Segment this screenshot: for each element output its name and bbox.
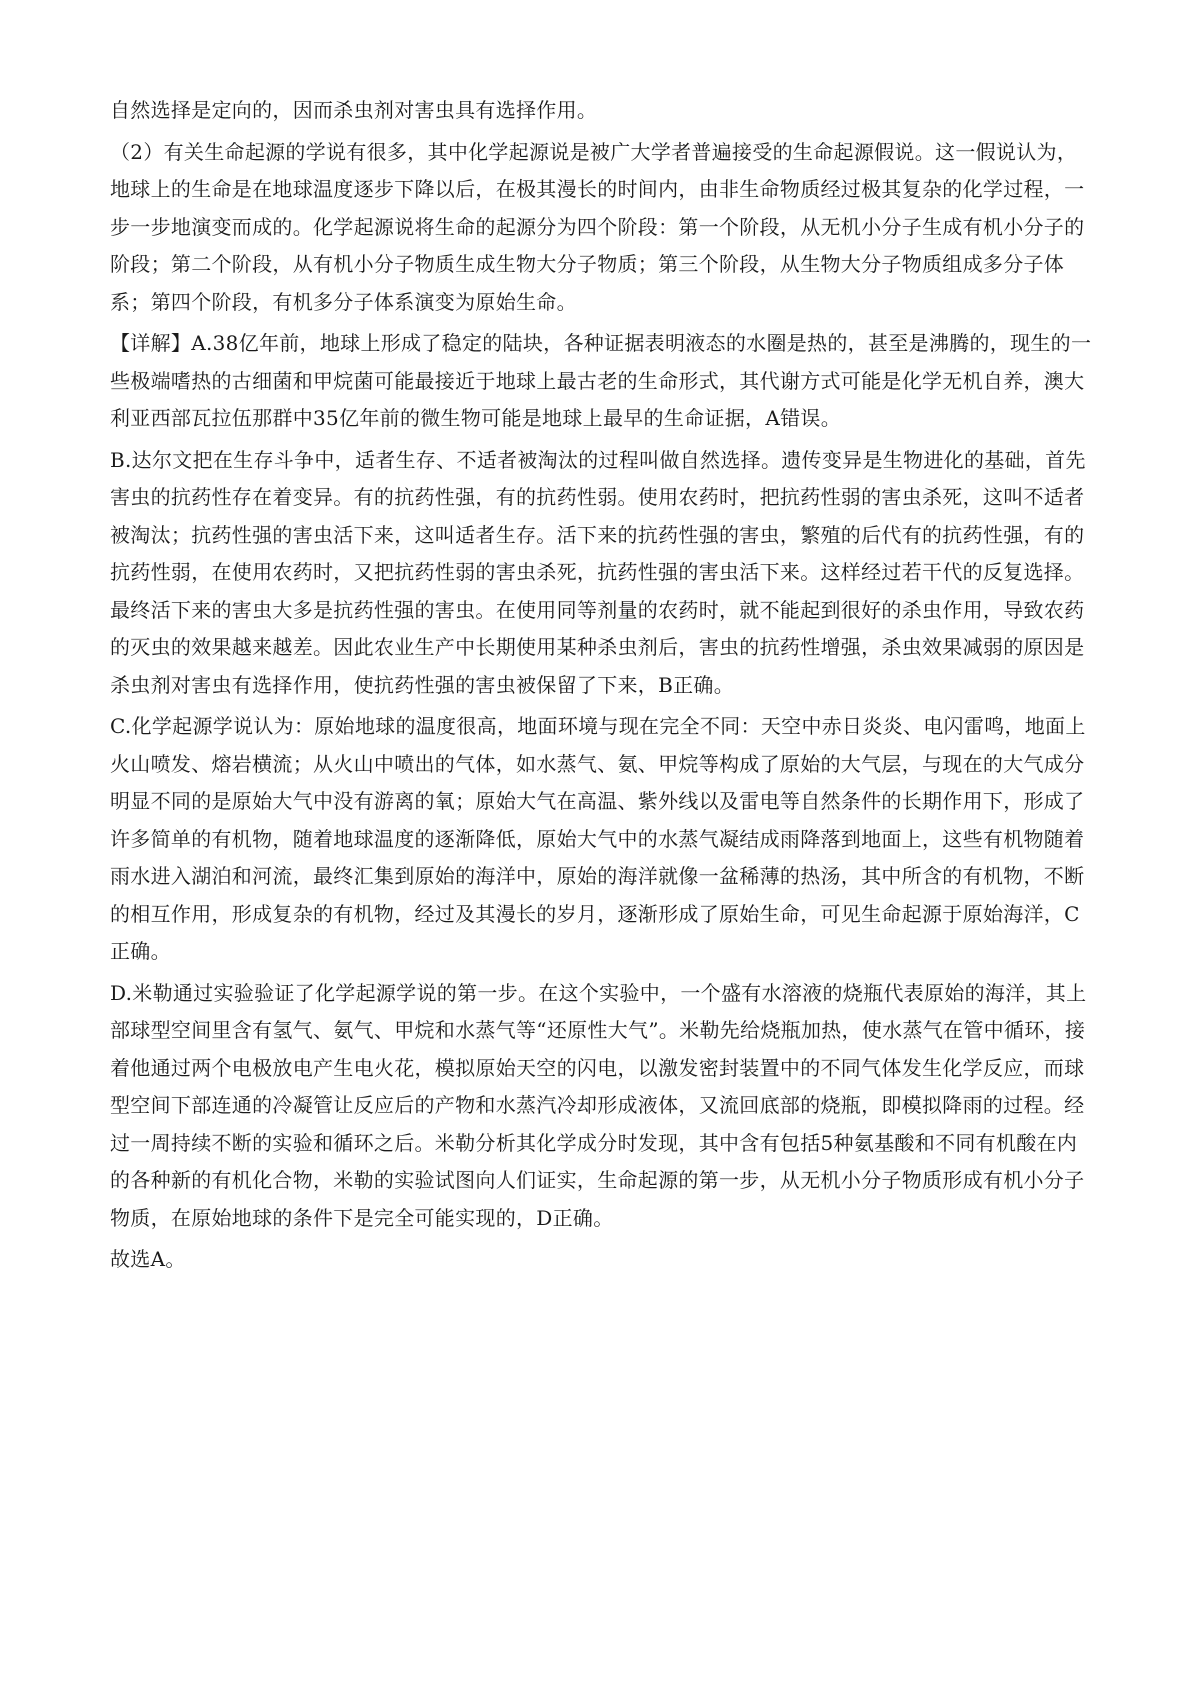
paragraph-explanation-b: B.达尔文把在生存斗争中，适者生存、不适者被淘汰的过程叫做自然选择。遗传变异是生物进化的基础，首先害虫的抗药性存在着变异。有的抗药性强，有的抗药性弱。使用农药时，把抗药性弱的害虫杀死，这叫不适者被淘汰；抗药性强的害虫活下来，这叫适者生存。活下来的抗药性强的害虫，繁殖的后代有的抗药性强，有的抗药性弱，在使用农药时，又把抗药性弱的害虫杀死，抗药性强的害虫活下来。这样经过若干代的反复选择。最终活下来的害虫大多是抗药性强的害虫。在使用同等剂量的农药时，就不能起到很好的杀虫作用，导致农药的灭虫的效果越来越差。因此农业生产中长期使用某种杀虫剂后，害虫的抗药性增强，杀虫效果减弱的原因是杀虫剂对害虫有选择作用，使抗药性强的害虫被保留了下来，B正确。 bbox=[110, 447, 1086, 697]
paragraph-answer: 故选A。 bbox=[110, 1247, 186, 1271]
paragraph-origin-of-life-theory: （2）有关生命起源的学说有很多，其中化学起源说是被广大学者普遍接受的生命起源假说。这一假说认为，地球上的生命是在地球温度逐步下降以后，在极其漫长的时间内，由非生命物质经过极其复杂的化学过程，一步一步地演变而成的。化学起源说将生命的起源分为四个阶段：第一个阶段，从无机小分子生成有机小分子的阶段；第二个阶段，从有机小分子物质生成生物大分子物质；第三个阶段，从生物大分子物质组成多分子体系；第四个阶段，有机多分子体系演变为原始生命。 bbox=[110, 139, 1085, 314]
document-body bbox=[110, 92, 1095, 1283]
paragraph-explanation-a: 【详解】A.38亿年前，地球上形成了稳定的陆块，各种证据表明液态的水圈是热的，甚至是沸腾的，现生的一些极端嗜热的古细菌和甲烷菌可能最接近于地球上最古老的生命形式，其代谢方式可能是化学无机自养，澳大利亚西部瓦拉伍那群中35亿年前的微生物可能是地球上最早的生命证据，A错误。 bbox=[110, 331, 1092, 430]
paragraph-selection-summary: 自然选择是定向的，因而杀虫剂对害虫具有选择作用。 bbox=[110, 98, 598, 122]
paragraph-explanation-d: D.米勒通过实验验证了化学起源学说的第一步。在这个实验中，一个盛有水溶液的烧瓶代表原始的海洋，其上部球型空间里含有氢气、氨气、甲烷和水蒸气等“还原性大气”。米勒先给烧瓶加热，使水蒸气在管中循环，接着他通过两个电极放电产生电火花，模拟原始天空的闪电，以激发密封装置中的不同气体发生化学反应，而球型空间下部连通的冷凝管让反应后的产物和水蒸汽冷却形成液体，又流回底部的烧瓶，即模拟降雨的过程。经过一周持续不断的实验和循环之后。米勒分析其化学成分时发现，其中含有包括5种氨基酸和不同有机酸在内的各种新的有机化合物，米勒的实验试图向人们证实，生命起源的第一步，从无机小分子物质形成有机小分子物质，在原始地球的条件下是完全可能实现的，D正确。 bbox=[110, 980, 1087, 1230]
paragraph-explanation-c: C.化学起源学说认为：原始地球的温度很高，地面环境与现在完全不同：天空中赤日炎炎、电闪雷鸣，地面上火山喷发、熔岩横流；从火山中喷出的气体，如水蒸气、氨、甲烷等构成了原始的大气层，与现在的大气成分明显不同的是原始大气中没有游离的氧；原始大气在高温、紫外线以及雷电等自然条件的长期作用下，形成了许多简单的有机物，随着地球温度的逐渐降低，原始大气中的水蒸气凝结成雨降落到地面上，这些有机物随着雨水进入湖泊和河流，最终汇集到原始的海洋中，原始的海洋就像一盆稀薄的热汤，其中所含的有机物，不断的相互作用，形成复杂的有机物，经过及其漫长的岁月，逐渐形成了原始生命，可见生命起源于原始海洋，C正确。 bbox=[110, 714, 1086, 963]
